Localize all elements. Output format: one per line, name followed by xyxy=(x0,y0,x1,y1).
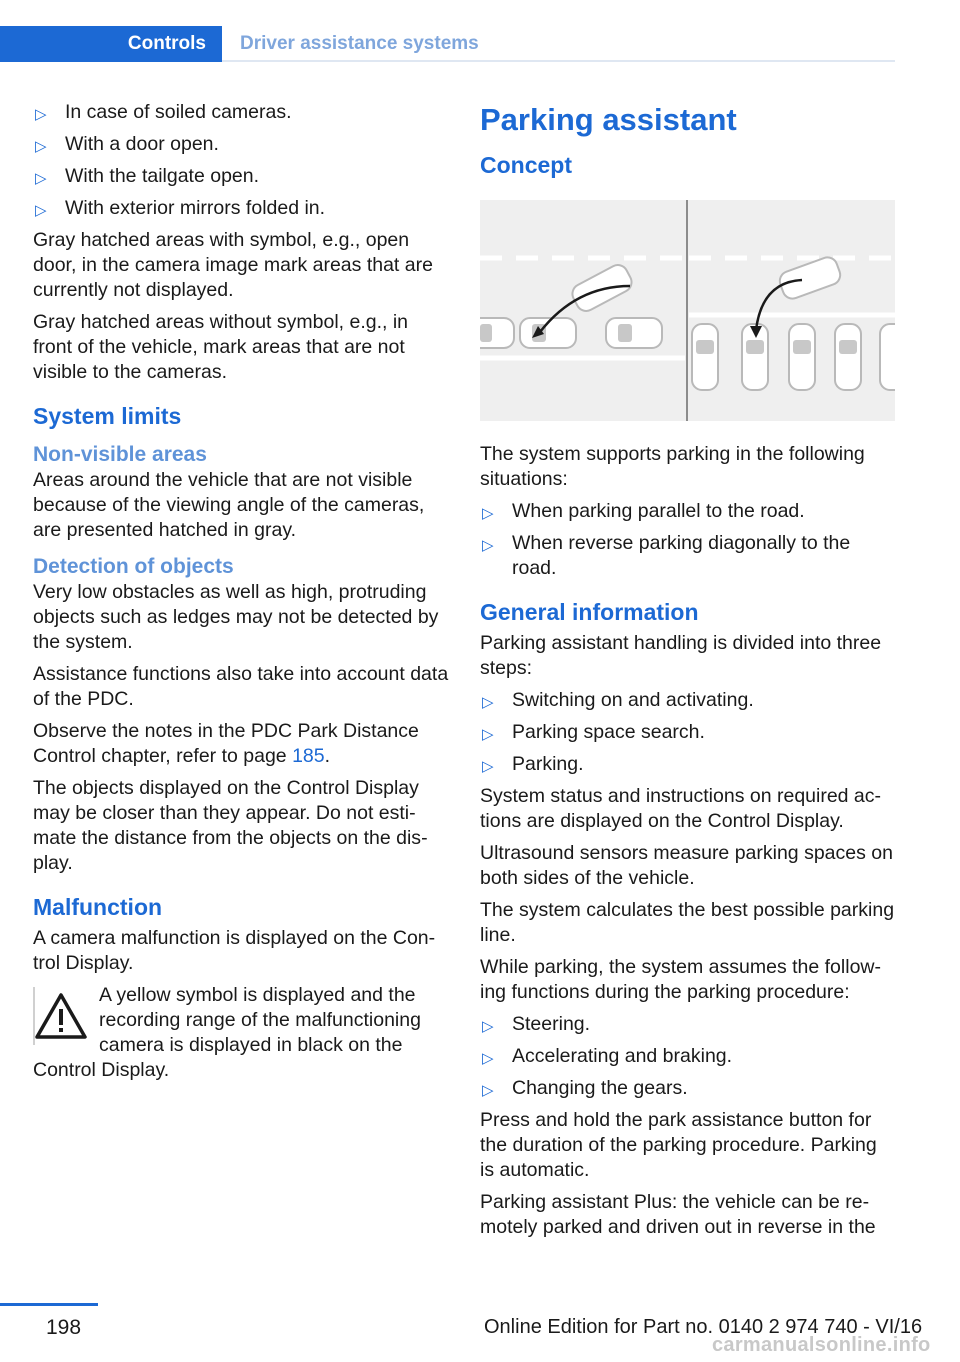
right-column xyxy=(480,100,896,1247)
page-number: 198 xyxy=(46,1316,82,1339)
paragraph-hatched-symbol: Gray hatched areas with symbol, e.g., open door, in the camera image mark areas that are currently not displayed. xyxy=(33,229,433,301)
bullet-triangle-icon: ▷ xyxy=(35,138,47,155)
footer-accent-line xyxy=(0,1303,98,1306)
list-item: ▷ When reverse parking diagonally to the road. xyxy=(482,532,851,579)
paragraph-closer: The objects displayed on the Control Display may be closer than they appear. Do not estimate the distance from the objects on the display. xyxy=(33,777,428,874)
tab-section[interactable]: Driver assistance systems xyxy=(240,33,479,54)
paragraph-assistant-plus: Parking assistant Plus: the vehicle can be remotely parked and driven out in reverse in the xyxy=(480,1191,876,1238)
heading-parking-assistant: Parking assistant xyxy=(480,102,737,137)
list-item: ▷ Accelerating and braking. xyxy=(480,1044,896,1069)
bullet-triangle-icon: ▷ xyxy=(482,505,494,522)
bullet-triangle-icon: ▷ xyxy=(482,1018,494,1035)
bullet-triangle-icon: ▷ xyxy=(482,1082,494,1099)
paragraph-status: System status and instructions on required actions are displayed on the Control Display. xyxy=(480,785,882,832)
paragraph-supports: The system supports parking in the following situations: xyxy=(480,443,865,490)
list-item: ▷ In case of soiled cameras. xyxy=(33,100,451,125)
left-column xyxy=(33,100,451,1083)
paragraph-ultrasound: Ultrasound sensors measure parking spaces on both sides of the vehicle. xyxy=(480,842,893,889)
paragraph-detection: Very low obstacles as well as high, protruding objects such as ledges may not be detected by the system. xyxy=(33,581,439,653)
list-item: ▷ Parking. xyxy=(480,752,896,777)
bullet-triangle-icon: ▷ xyxy=(482,537,494,554)
heading-concept: Concept xyxy=(480,152,572,178)
paragraph-observe: Observe the notes in the PDC Park Distance Control chapter, refer to page 185. xyxy=(33,720,419,767)
bullet-triangle-icon: ▷ xyxy=(35,106,47,123)
paragraph-malfunction: A camera malfunction is displayed on the Control Display. xyxy=(33,927,436,974)
list-item: ▷ Parking space search. xyxy=(480,720,896,745)
heading-system-limits: System limits xyxy=(33,403,182,429)
warning-triangle-icon xyxy=(33,987,89,1045)
watermark: carmanualsonline.info xyxy=(712,1334,931,1356)
paragraph-handling: Parking assistant handling is divided into three steps: xyxy=(480,632,882,679)
bullet-triangle-icon: ▷ xyxy=(482,1050,494,1067)
paragraph-assistance: Assistance functions also take into account data of the PDC. xyxy=(33,663,449,710)
list-item: ▷ Steering. xyxy=(480,1012,896,1037)
footer-edition: Online Edition for Part no. 0140 2 974 740 - VI/16 xyxy=(484,1316,923,1338)
tab-chapter[interactable]: Controls xyxy=(0,26,222,62)
bullet-triangle-icon: ▷ xyxy=(482,726,494,743)
list-item: ▷ With a door open. xyxy=(33,132,451,157)
list-item: ▷ With the tailgate open. xyxy=(33,164,451,189)
heading-nonvisible-areas: Non-visible areas xyxy=(33,443,207,466)
paragraph-calculates: The system calculates the best possible parking line. xyxy=(480,899,895,946)
list-item: ▷ Switching on and activating. xyxy=(480,688,896,713)
warning-note xyxy=(33,983,451,1083)
list-item: ▷ When parking parallel to the road. xyxy=(480,499,896,524)
bullet-triangle-icon: ▷ xyxy=(35,202,47,219)
warning-text-continued: Control Display. xyxy=(33,1059,170,1081)
paragraph-hatched-nosymbol: Gray hatched areas without symbol, e.g., in front of the vehicle, mark areas that are not visible to the cameras. xyxy=(33,311,409,383)
paragraph-nonvisible: Areas around the vehicle that are not visible because of the viewing angle of the cameras, are presented hatched in gray. xyxy=(33,469,425,541)
warning-text: A yellow symbol is displayed and the recording range of the malfunctioning camera is displayed in black on the xyxy=(99,984,421,1056)
bullet-triangle-icon: ▷ xyxy=(35,170,47,187)
bullet-triangle-icon: ▷ xyxy=(482,758,494,775)
page-header xyxy=(0,26,895,62)
heading-general-information: General information xyxy=(480,599,699,625)
heading-detection-of-objects: Detection of objects xyxy=(33,555,234,578)
paragraph-while-parking: While parking, the system assumes the following functions during the parking procedure: xyxy=(480,956,881,1003)
list-item: ▷ Changing the gears. xyxy=(480,1076,896,1101)
list-item: ▷ With exterior mirrors folded in. xyxy=(33,196,451,221)
parking-situations-illustration xyxy=(480,200,895,421)
paragraph-press-hold: Press and hold the park assistance button for the duration of the parking procedure. Parking is automatic. xyxy=(480,1109,877,1181)
heading-malfunction: Malfunction xyxy=(33,894,163,920)
page-reference-link[interactable]: 185 xyxy=(292,745,325,767)
bullet-triangle-icon: ▷ xyxy=(482,694,494,711)
